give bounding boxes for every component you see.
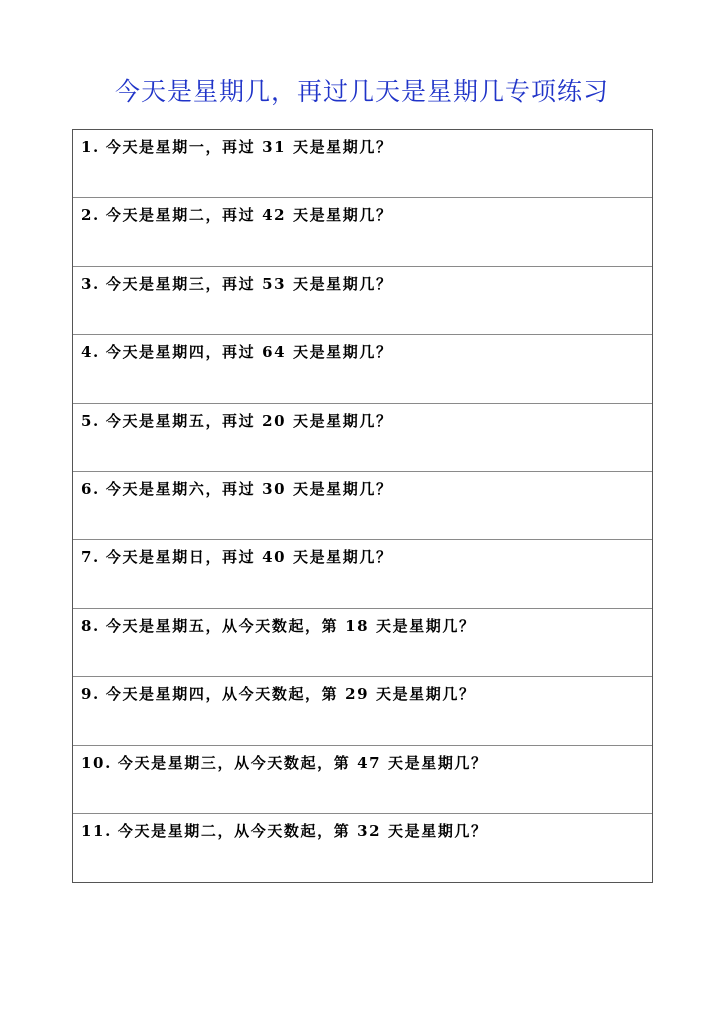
question-row-7	[73, 540, 652, 608]
question-line	[81, 820, 652, 841]
question-text: 今天是星期六，再过 30 天是星期几？	[105, 479, 393, 498]
question-number: 10.	[81, 753, 112, 772]
question-text: 今天是星期三，再过 53 天是星期几？	[105, 274, 393, 293]
question-row-5	[73, 404, 652, 472]
question-number: 1.	[81, 138, 100, 156]
question-table	[72, 129, 653, 883]
question-number: 4.	[81, 343, 100, 362]
question-text: 今天是星期二，从今天数起，第 32 天是星期几？	[117, 821, 488, 840]
question-text: 今天是星期五，再过 20 天是星期几？	[105, 411, 393, 430]
question-line	[81, 546, 652, 567]
question-text: 今天是星期二，再过 42 天是星期几？	[105, 206, 393, 225]
question-text: 今天是星期四，从今天数起，第 29 天是星期几？	[105, 685, 476, 704]
question-line	[81, 273, 652, 294]
page-title: 今天是星期几，再过几天是星期几专项练习	[114, 77, 609, 106]
question-number: 2.	[81, 206, 100, 225]
question-row-6	[73, 472, 652, 540]
question-row-4	[73, 335, 652, 403]
question-number: 5.	[81, 411, 100, 430]
question-row-2	[73, 198, 652, 266]
question-row-8	[73, 609, 652, 677]
question-line	[81, 136, 652, 157]
question-row-1	[73, 130, 652, 198]
question-number: 9.	[81, 685, 100, 704]
question-text: 今天是星期一，再过 31 天是星期几？	[105, 138, 393, 156]
question-row-3	[73, 267, 652, 335]
question-text: 今天是星期四，再过 64 天是星期几？	[105, 343, 393, 362]
question-line	[81, 478, 652, 499]
question-line	[81, 615, 652, 636]
question-line	[81, 752, 652, 773]
question-number: 7.	[81, 548, 100, 567]
question-number: 3.	[81, 274, 100, 293]
question-text: 今天是星期日，再过 40 天是星期几？	[105, 548, 393, 567]
question-line	[81, 204, 652, 225]
question-row-10	[73, 746, 652, 814]
question-number: 8.	[81, 616, 100, 635]
question-number: 6.	[81, 479, 100, 498]
question-row-9	[73, 677, 652, 745]
question-line	[81, 410, 652, 431]
question-row-11	[73, 814, 652, 882]
question-number: 11.	[81, 821, 112, 840]
question-text: 今天是星期三，从今天数起，第 47 天是星期几？	[117, 753, 488, 772]
question-line	[81, 683, 652, 704]
question-text: 今天是星期五，从今天数起，第 18 天是星期几？	[105, 616, 476, 635]
question-line	[81, 341, 652, 362]
